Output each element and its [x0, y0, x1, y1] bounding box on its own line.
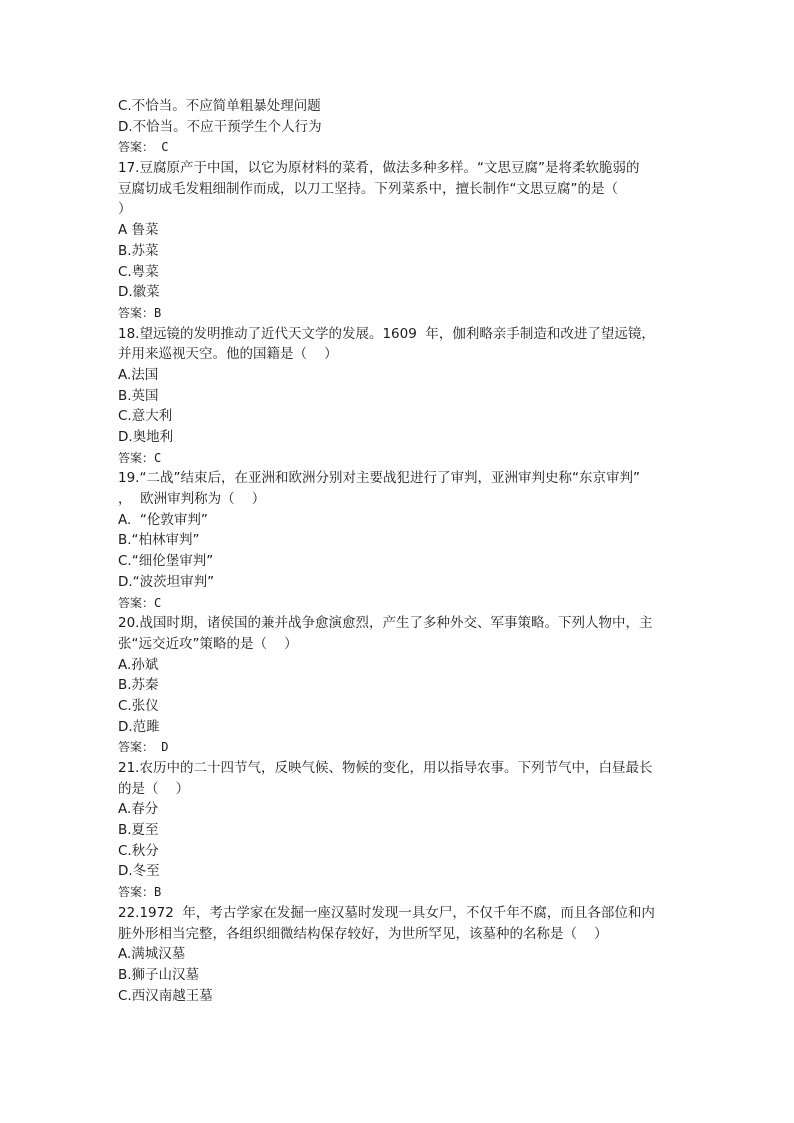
q21-answer: 答案：B — [118, 885, 162, 900]
q17-stem-line-1: 17.豆腐原产于中国，以它为原材料的菜肴，做法多种多样。“文思豆腐”是将柔软脆弱的 — [118, 160, 640, 177]
q21-option-c: C.秋分 — [118, 842, 159, 859]
q19-answer: 答案：C — [118, 595, 162, 610]
q17-stem-line-2: 豆腐切成毛发粗细制作而成，以刀工坚持。下列菜系中，擅长制作“文思豆腐”的是（ — [118, 180, 618, 197]
q18-answer: 答案：C — [118, 450, 162, 465]
q16-option-c: C.不恰当。不应简单粗暴处理问题 — [118, 98, 321, 114]
q16-answer: 答案： C — [118, 140, 169, 155]
q20-option-b: B.苏秦 — [118, 677, 159, 694]
q18-stem-line-2: 并用来巡视天空。他的国籍是（ ） — [118, 346, 338, 363]
q22-option-a: A.满城汉墓 — [118, 946, 186, 963]
q20-stem-line-1: 20.战国时期，诸侯国的兼并战争愈演愈烈，产生了多种外交、军事策略。下列人物中，主 — [118, 615, 653, 632]
q22-option-c: C.西汉南越王墓 — [118, 987, 213, 1004]
q17-option-a: A 鲁菜 — [118, 222, 159, 239]
q18-option-d: D.奥地利 — [118, 429, 174, 445]
q21-stem-line-1: 21.农历中的二十四节气，反映气候、物候的变化，用以指导农事。下列节气中，白昼最长 — [118, 760, 653, 776]
q18-option-a: A.法国 — [118, 366, 159, 383]
q17-answer: 答案：B — [118, 305, 162, 320]
q19-stem-line-1: 19.“二战”结束后，在亚洲和欧洲分别对主要战犯进行了审判，亚洲审判史称“东京审判” — [118, 470, 640, 487]
q20-answer: 答案： D — [118, 740, 169, 755]
q16-option-d: D.不恰当。不应干预学生个人行为 — [118, 118, 322, 135]
q18-stem-line-1: 18.望远镜的发明推动了近代天文学的发展。1609 年，伽利略亲手制造和改进了望远镜， — [118, 325, 655, 342]
q20-option-d: D.范雎 — [118, 718, 160, 735]
q20-option-a: A.孙斌 — [118, 656, 159, 673]
q18-option-b: B.英国 — [118, 387, 159, 404]
q21-option-a: A.春分 — [118, 801, 159, 818]
q17-option-b: B.苏菜 — [118, 242, 159, 259]
q19-stem-line-2: ， 欧洲审判称为（ ） — [118, 491, 266, 508]
q17-option-c: C.粤菜 — [118, 263, 159, 280]
q19-option-a: A. “伦敦审判” — [118, 511, 208, 528]
q21-option-b: B.夏至 — [118, 822, 159, 839]
q21-option-d: D.冬至 — [118, 863, 160, 880]
q22-stem-line-1: 22.1972 年，考古学家在发掘一座汉墓时发现一具女尸，不仅千年不腐，而且各部位和内 — [118, 904, 655, 921]
q17-option-d: D.徽菜 — [118, 284, 160, 301]
q18-option-c: C.意大利 — [118, 408, 173, 425]
q19-option-b: B.“柏林审判” — [118, 532, 200, 549]
q19-option-d: D.“波茨坦审判” — [118, 573, 215, 590]
q22-option-b: B.狮子山汉墓 — [118, 966, 200, 983]
q20-option-c: C.张仪 — [118, 697, 159, 714]
q19-option-c: C.“细伦堡审判” — [118, 553, 214, 570]
q20-stem-line-2: 张“远交近攻”策略的是（ ） — [118, 635, 298, 652]
q17-stem-line-3: ） — [118, 201, 132, 218]
document-page — [118, 96, 688, 1006]
q21-stem-line-2: 的是（ ） — [118, 780, 190, 797]
q22-stem-line-2: 脏外形相当完整，各组织细微结构保存较好，为世所罕见，该墓种的名称是（ ） — [118, 925, 608, 942]
